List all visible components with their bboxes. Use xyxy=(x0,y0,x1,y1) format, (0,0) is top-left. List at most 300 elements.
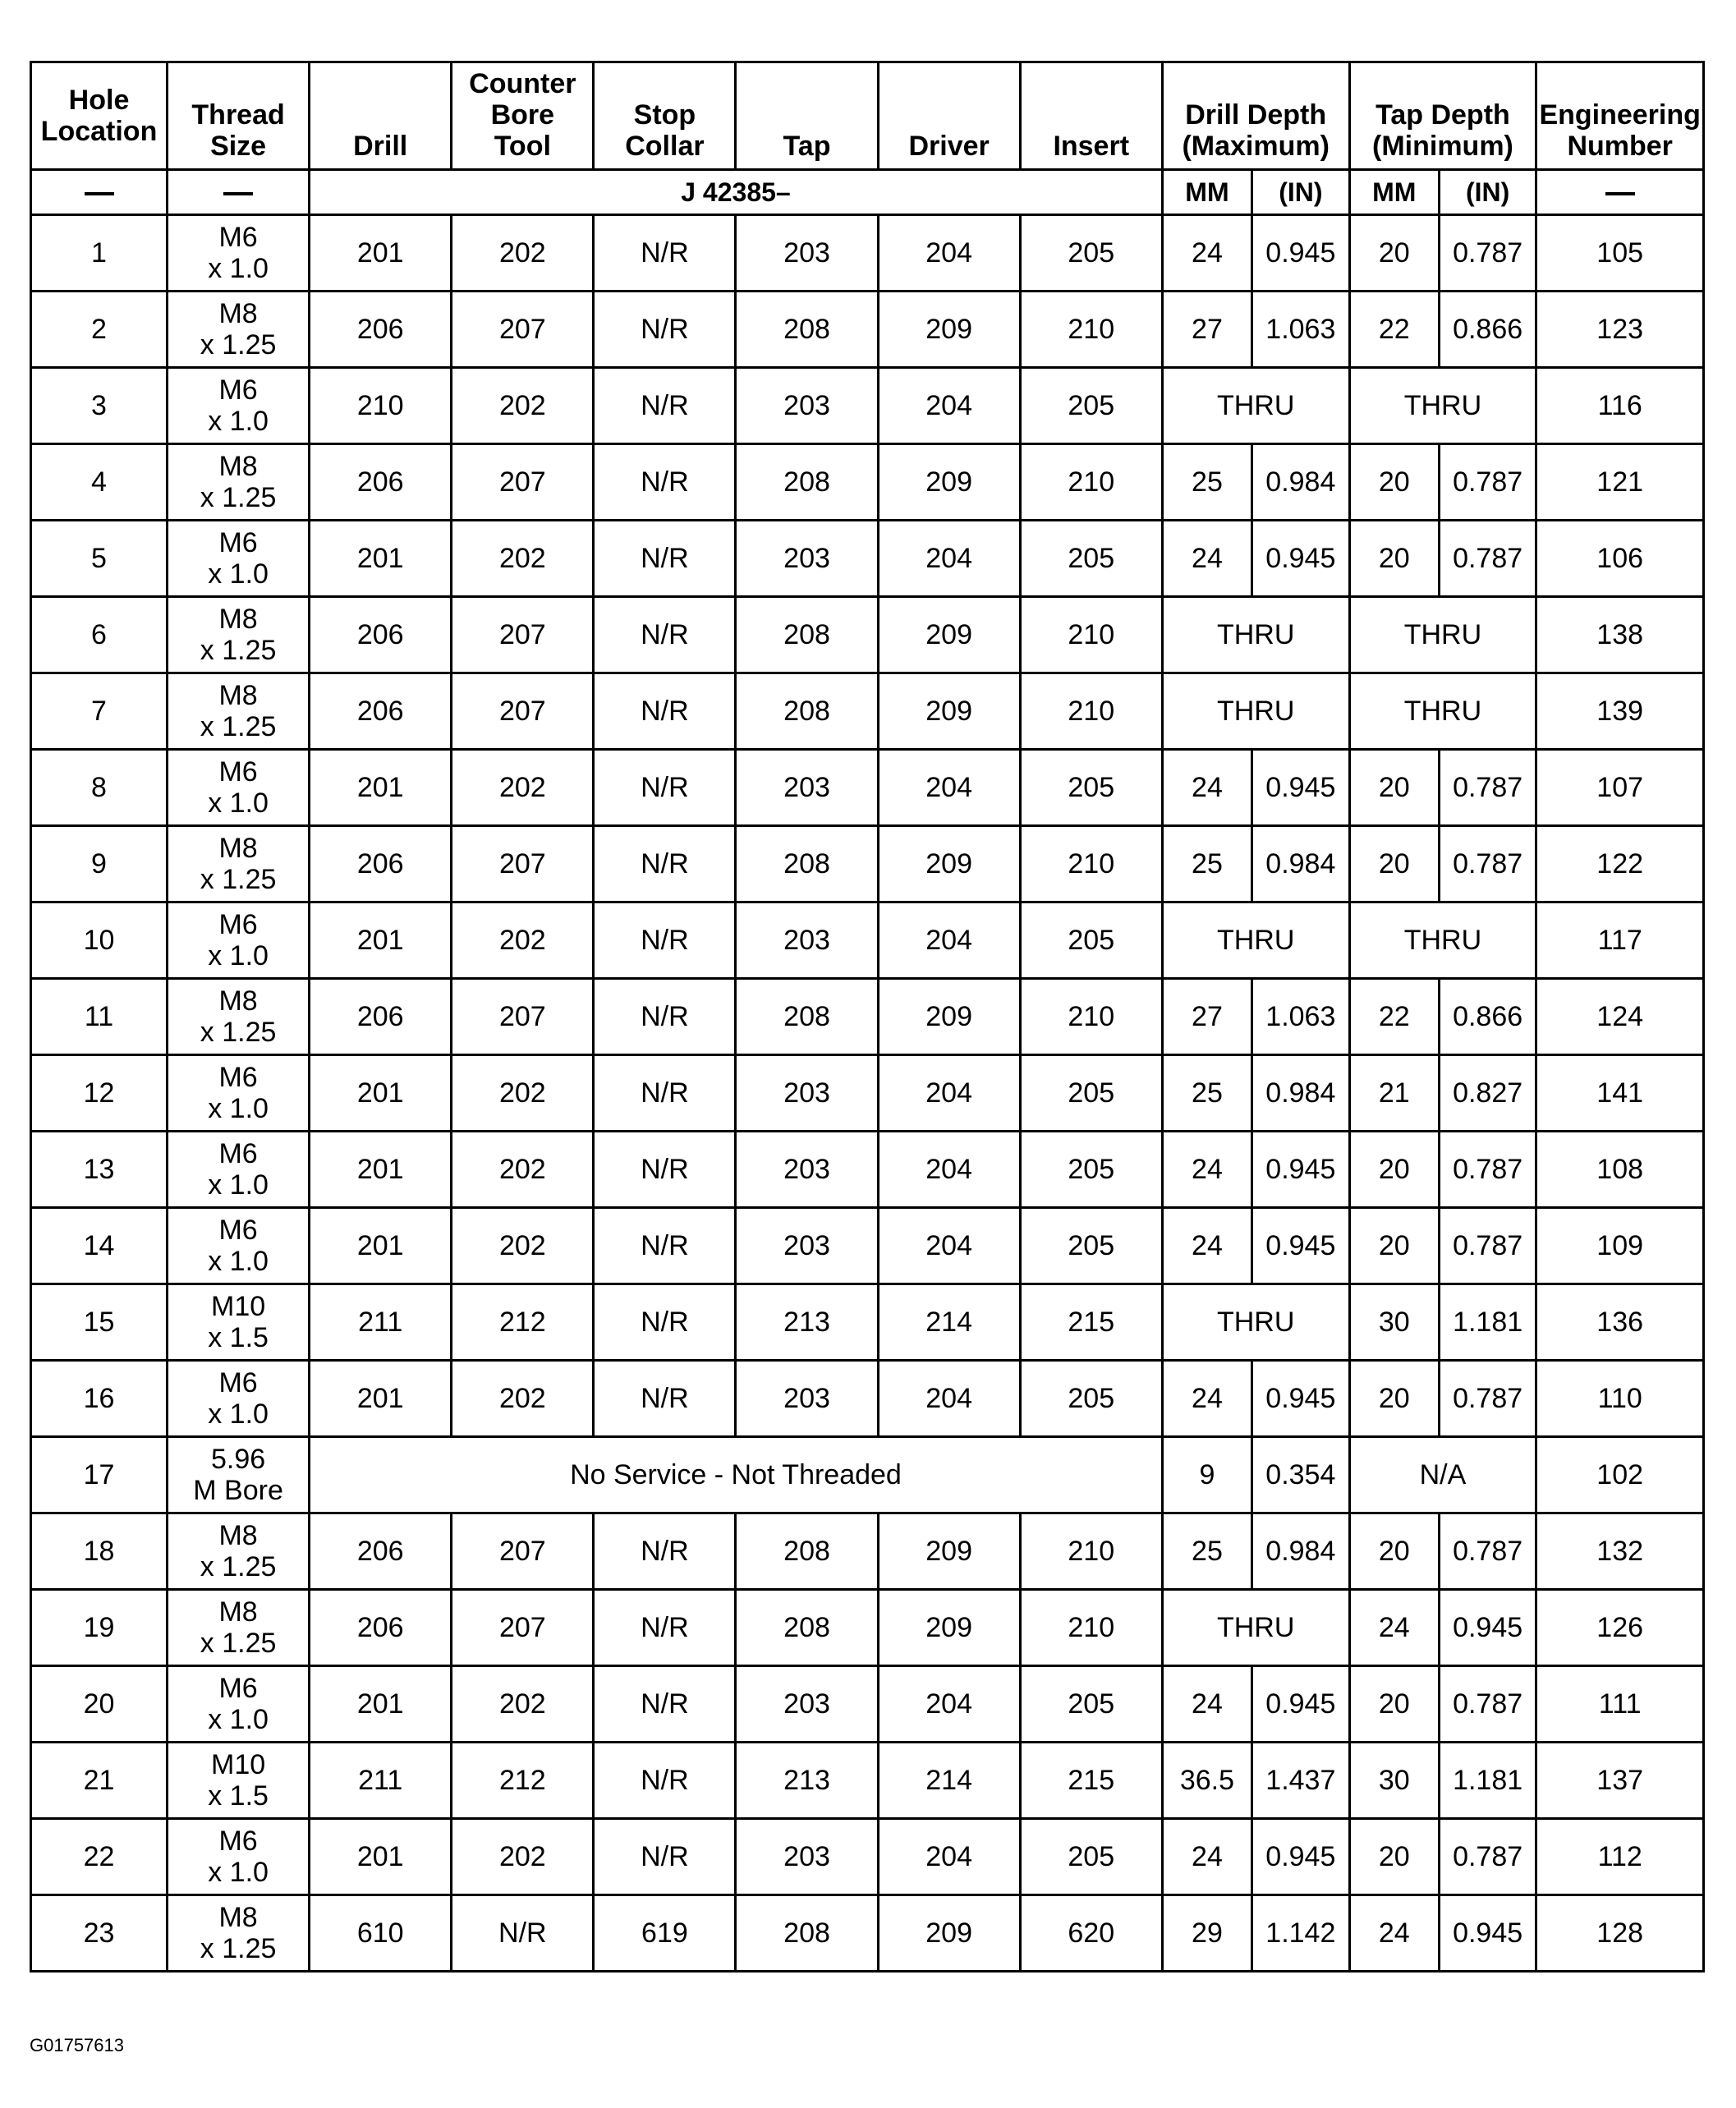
cell-stop-collar: N/R xyxy=(594,1361,736,1437)
cell-thread-size: M6 x 1.0 xyxy=(168,1819,310,1895)
cell-stop-collar: N/R xyxy=(594,826,736,902)
hole-repair-tool-table xyxy=(30,61,1705,1973)
cell-drill: 206 xyxy=(310,826,452,902)
subheader-drill-in: (IN) xyxy=(1252,170,1349,215)
cell-tap-depth-mm: 30 xyxy=(1349,1284,1439,1361)
table-row xyxy=(31,1895,1704,1972)
cell-tap: 208 xyxy=(736,1895,878,1972)
cell-driver: 204 xyxy=(878,1208,1020,1284)
table-body xyxy=(31,215,1704,1972)
subheader-tool-prefix: J 42385– xyxy=(310,170,1163,215)
cell-engineering-number: 109 xyxy=(1536,1208,1704,1284)
table-row xyxy=(31,826,1704,902)
cell-driver: 214 xyxy=(878,1743,1020,1819)
cell-engineering-number: 122 xyxy=(1536,826,1704,902)
cell-drill: 201 xyxy=(310,1666,452,1743)
cell-drill-depth: THRU xyxy=(1162,673,1349,750)
cell-tap-depth-mm: 20 xyxy=(1349,521,1439,597)
cell-engineering-number: 139 xyxy=(1536,673,1704,750)
cell-counter-bore-tool: 207 xyxy=(452,597,594,673)
cell-drill-depth-mm: 27 xyxy=(1162,292,1251,368)
cell-drill-depth-mm: 25 xyxy=(1162,1055,1251,1132)
cell-tap-depth-mm: 20 xyxy=(1349,215,1439,292)
cell-hole-location: 7 xyxy=(31,673,168,750)
subheader-dash xyxy=(1536,170,1704,215)
cell-stop-collar: N/R xyxy=(594,1666,736,1743)
cell-engineering-number: 123 xyxy=(1536,292,1704,368)
cell-counter-bore-tool: 207 xyxy=(452,292,594,368)
cell-insert: 205 xyxy=(1020,1361,1162,1437)
cell-tap-depth-mm: 24 xyxy=(1349,1590,1439,1666)
cell-insert: 210 xyxy=(1020,1590,1162,1666)
cell-hole-location: 1 xyxy=(31,215,168,292)
cell-tap: 203 xyxy=(736,521,878,597)
dash-mark xyxy=(85,192,114,195)
cell-driver: 204 xyxy=(878,1819,1020,1895)
cell-stop-collar: N/R xyxy=(594,902,736,979)
cell-counter-bore-tool: 212 xyxy=(452,1743,594,1819)
cell-tap-depth-mm: 21 xyxy=(1349,1055,1439,1132)
cell-driver: 209 xyxy=(878,444,1020,521)
cell-drill: 610 xyxy=(310,1895,452,1972)
subheader-tap-mm: MM xyxy=(1349,170,1439,215)
cell-drill-depth: THRU xyxy=(1162,902,1349,979)
cell-drill: 201 xyxy=(310,750,452,826)
cell-thread-size: M6 x 1.0 xyxy=(168,750,310,826)
cell-tap-depth-mm: 20 xyxy=(1349,1208,1439,1284)
cell-drill-depth-in: 0.984 xyxy=(1252,1513,1349,1590)
cell-drill-depth-mm: 24 xyxy=(1162,1819,1251,1895)
cell-drill: 206 xyxy=(310,979,452,1055)
cell-drill-depth-in: 0.984 xyxy=(1252,444,1349,521)
cell-stop-collar: N/R xyxy=(594,597,736,673)
cell-tap-depth-in: 0.787 xyxy=(1439,1666,1536,1743)
table-row xyxy=(31,1284,1704,1361)
cell-thread-size: M8 x 1.25 xyxy=(168,292,310,368)
cell-stop-collar: N/R xyxy=(594,368,736,444)
cell-drill-depth-mm: 24 xyxy=(1162,1666,1251,1743)
cell-drill: 206 xyxy=(310,292,452,368)
cell-drill-depth: THRU xyxy=(1162,1590,1349,1666)
cell-drill-depth-mm: 24 xyxy=(1162,521,1251,597)
cell-driver: 204 xyxy=(878,1055,1020,1132)
cell-tap: 208 xyxy=(736,444,878,521)
header-insert: Insert xyxy=(1020,62,1162,170)
cell-insert: 205 xyxy=(1020,1666,1162,1743)
header-driver: Driver xyxy=(878,62,1020,170)
cell-driver: 204 xyxy=(878,1361,1020,1437)
cell-counter-bore-tool: 212 xyxy=(452,1284,594,1361)
cell-tap: 203 xyxy=(736,368,878,444)
cell-thread-size: 5.96 M Bore xyxy=(168,1437,310,1513)
cell-thread-size: M8 x 1.25 xyxy=(168,979,310,1055)
cell-hole-location: 21 xyxy=(31,1743,168,1819)
cell-drill: 201 xyxy=(310,1819,452,1895)
cell-hole-location: 2 xyxy=(31,292,168,368)
cell-tap-depth-in: 0.787 xyxy=(1439,444,1536,521)
cell-tap-depth-mm: 20 xyxy=(1349,1132,1439,1208)
table-row xyxy=(31,902,1704,979)
cell-thread-size: M8 x 1.25 xyxy=(168,444,310,521)
cell-drill-depth-in: 1.142 xyxy=(1252,1895,1349,1972)
cell-drill: 201 xyxy=(310,902,452,979)
cell-tap-depth-in: 1.181 xyxy=(1439,1743,1536,1819)
cell-drill: 206 xyxy=(310,1513,452,1590)
table-row xyxy=(31,673,1704,750)
cell-tap-depth-in: 0.787 xyxy=(1439,215,1536,292)
cell-tap: 203 xyxy=(736,1132,878,1208)
cell-driver: 204 xyxy=(878,215,1020,292)
cell-counter-bore-tool: 207 xyxy=(452,979,594,1055)
table-row xyxy=(31,750,1704,826)
cell-driver: 214 xyxy=(878,1284,1020,1361)
cell-insert: 205 xyxy=(1020,750,1162,826)
table-row xyxy=(31,368,1704,444)
cell-thread-size: M10 x 1.5 xyxy=(168,1284,310,1361)
subheader-drill-mm: MM xyxy=(1162,170,1251,215)
cell-driver: 209 xyxy=(878,826,1020,902)
cell-tap: 203 xyxy=(736,1055,878,1132)
cell-hole-location: 5 xyxy=(31,521,168,597)
cell-hole-location: 22 xyxy=(31,1819,168,1895)
cell-stop-collar: N/R xyxy=(594,673,736,750)
cell-hole-location: 20 xyxy=(31,1666,168,1743)
cell-drill-depth-in: 0.945 xyxy=(1252,1132,1349,1208)
cell-insert: 205 xyxy=(1020,1132,1162,1208)
dash-mark xyxy=(223,192,253,195)
cell-hole-location: 9 xyxy=(31,826,168,902)
cell-tap: 203 xyxy=(736,1361,878,1437)
cell-tap-depth-in: 0.787 xyxy=(1439,1361,1536,1437)
cell-insert: 210 xyxy=(1020,673,1162,750)
cell-stop-collar: N/R xyxy=(594,215,736,292)
cell-insert: 205 xyxy=(1020,215,1162,292)
cell-drill: 201 xyxy=(310,521,452,597)
cell-thread-size: M6 x 1.0 xyxy=(168,1132,310,1208)
table-row xyxy=(31,1513,1704,1590)
cell-driver: 209 xyxy=(878,1590,1020,1666)
cell-engineering-number: 132 xyxy=(1536,1513,1704,1590)
cell-tap-depth-in: 1.181 xyxy=(1439,1284,1536,1361)
cell-engineering-number: 102 xyxy=(1536,1437,1704,1513)
cell-stop-collar: N/R xyxy=(594,521,736,597)
cell-drill-depth-mm: 25 xyxy=(1162,826,1251,902)
cell-drill-depth-mm: 27 xyxy=(1162,979,1251,1055)
cell-tap: 203 xyxy=(736,902,878,979)
cell-stop-collar: N/R xyxy=(594,1819,736,1895)
cell-engineering-number: 108 xyxy=(1536,1132,1704,1208)
cell-tap-depth-in: 0.945 xyxy=(1439,1590,1536,1666)
cell-driver: 209 xyxy=(878,1895,1020,1972)
cell-driver: 209 xyxy=(878,292,1020,368)
cell-tap-depth-mm: 22 xyxy=(1349,292,1439,368)
cell-tap: 203 xyxy=(736,1208,878,1284)
cell-no-service: No Service - Not Threaded xyxy=(310,1437,1163,1513)
cell-drill: 211 xyxy=(310,1284,452,1361)
cell-tap-depth-mm: 22 xyxy=(1349,979,1439,1055)
cell-stop-collar: N/R xyxy=(594,1284,736,1361)
cell-stop-collar: N/R xyxy=(594,1055,736,1132)
cell-counter-bore-tool: 202 xyxy=(452,1208,594,1284)
cell-counter-bore-tool: 202 xyxy=(452,750,594,826)
cell-counter-bore-tool: 207 xyxy=(452,444,594,521)
cell-tap-depth: N/A xyxy=(1349,1437,1536,1513)
cell-stop-collar: N/R xyxy=(594,1590,736,1666)
cell-drill-depth-mm: 24 xyxy=(1162,1132,1251,1208)
header-hole-location: Hole Location xyxy=(31,62,168,170)
cell-insert: 620 xyxy=(1020,1895,1162,1972)
cell-engineering-number: 116 xyxy=(1536,368,1704,444)
cell-insert: 210 xyxy=(1020,597,1162,673)
cell-insert: 205 xyxy=(1020,521,1162,597)
cell-drill: 206 xyxy=(310,1590,452,1666)
cell-insert: 215 xyxy=(1020,1743,1162,1819)
cell-driver: 204 xyxy=(878,1666,1020,1743)
cell-tap-depth-in: 0.787 xyxy=(1439,1513,1536,1590)
cell-engineering-number: 128 xyxy=(1536,1895,1704,1972)
subheader-tap-in: (IN) xyxy=(1439,170,1536,215)
table-row xyxy=(31,979,1704,1055)
cell-stop-collar: N/R xyxy=(594,1513,736,1590)
cell-hole-location: 10 xyxy=(31,902,168,979)
cell-counter-bore-tool: 207 xyxy=(452,1590,594,1666)
cell-thread-size: M6 x 1.0 xyxy=(168,1208,310,1284)
cell-drill-depth-mm: 24 xyxy=(1162,215,1251,292)
cell-drill: 211 xyxy=(310,1743,452,1819)
cell-hole-location: 6 xyxy=(31,597,168,673)
cell-drill-depth-in: 0.945 xyxy=(1252,1361,1349,1437)
header-engineering-number: Engineering Number xyxy=(1536,62,1704,170)
cell-hole-location: 4 xyxy=(31,444,168,521)
cell-tap-depth-in: 0.787 xyxy=(1439,826,1536,902)
cell-thread-size: M8 x 1.25 xyxy=(168,673,310,750)
cell-drill-depth-mm: 29 xyxy=(1162,1895,1251,1972)
cell-tap-depth-mm: 20 xyxy=(1349,444,1439,521)
cell-drill-depth: THRU xyxy=(1162,1284,1349,1361)
cell-counter-bore-tool: 202 xyxy=(452,1361,594,1437)
cell-driver: 209 xyxy=(878,1513,1020,1590)
table-row xyxy=(31,215,1704,292)
cell-counter-bore-tool: N/R xyxy=(452,1895,594,1972)
cell-engineering-number: 106 xyxy=(1536,521,1704,597)
cell-thread-size: M6 x 1.0 xyxy=(168,368,310,444)
cell-tap-depth: THRU xyxy=(1349,368,1536,444)
cell-tap: 203 xyxy=(736,215,878,292)
cell-tap: 208 xyxy=(736,826,878,902)
cell-drill-depth-mm: 24 xyxy=(1162,1208,1251,1284)
cell-tap: 208 xyxy=(736,673,878,750)
cell-tap-depth-mm: 20 xyxy=(1349,1819,1439,1895)
cell-counter-bore-tool: 202 xyxy=(452,521,594,597)
cell-counter-bore-tool: 202 xyxy=(452,1819,594,1895)
cell-hole-location: 14 xyxy=(31,1208,168,1284)
cell-counter-bore-tool: 207 xyxy=(452,826,594,902)
figure-id: G01757613 xyxy=(30,2035,124,2055)
cell-drill-depth-in: 0.945 xyxy=(1252,215,1349,292)
cell-drill: 201 xyxy=(310,1055,452,1132)
cell-tap-depth-in: 0.787 xyxy=(1439,750,1536,826)
cell-insert: 205 xyxy=(1020,1208,1162,1284)
cell-hole-location: 3 xyxy=(31,368,168,444)
cell-insert: 205 xyxy=(1020,1819,1162,1895)
cell-engineering-number: 137 xyxy=(1536,1743,1704,1819)
cell-tap-depth-mm: 20 xyxy=(1349,1666,1439,1743)
cell-engineering-number: 107 xyxy=(1536,750,1704,826)
table-row xyxy=(31,444,1704,521)
cell-engineering-number: 141 xyxy=(1536,1055,1704,1132)
cell-hole-location: 23 xyxy=(31,1895,168,1972)
cell-drill: 206 xyxy=(310,444,452,521)
cell-counter-bore-tool: 202 xyxy=(452,215,594,292)
cell-drill-depth-mm: 25 xyxy=(1162,444,1251,521)
cell-drill-depth-mm: 25 xyxy=(1162,1513,1251,1590)
cell-engineering-number: 110 xyxy=(1536,1361,1704,1437)
cell-tap: 203 xyxy=(736,1666,878,1743)
cell-stop-collar: N/R xyxy=(594,292,736,368)
cell-tap-depth-mm: 20 xyxy=(1349,1361,1439,1437)
cell-drill-depth-in: 1.437 xyxy=(1252,1743,1349,1819)
cell-thread-size: M6 x 1.0 xyxy=(168,1666,310,1743)
table-row xyxy=(31,1208,1704,1284)
cell-driver: 209 xyxy=(878,597,1020,673)
cell-engineering-number: 117 xyxy=(1536,902,1704,979)
cell-hole-location: 17 xyxy=(31,1437,168,1513)
cell-drill-depth-in: 0.945 xyxy=(1252,1819,1349,1895)
table-row xyxy=(31,1437,1704,1513)
cell-tap: 213 xyxy=(736,1284,878,1361)
cell-driver: 204 xyxy=(878,902,1020,979)
cell-counter-bore-tool: 202 xyxy=(452,1666,594,1743)
table-row xyxy=(31,597,1704,673)
cell-tap: 208 xyxy=(736,1513,878,1590)
cell-tap-depth-in: 0.787 xyxy=(1439,1132,1536,1208)
cell-tap: 208 xyxy=(736,1590,878,1666)
cell-insert: 210 xyxy=(1020,979,1162,1055)
cell-drill-depth: THRU xyxy=(1162,597,1349,673)
cell-tap: 208 xyxy=(736,292,878,368)
cell-drill-depth-in: 0.984 xyxy=(1252,1055,1349,1132)
cell-tap-depth-mm: 24 xyxy=(1349,1895,1439,1972)
cell-tap-depth-in: 0.787 xyxy=(1439,1819,1536,1895)
cell-engineering-number: 136 xyxy=(1536,1284,1704,1361)
cell-tap-depth-in: 0.827 xyxy=(1439,1055,1536,1132)
cell-thread-size: M6 x 1.0 xyxy=(168,1361,310,1437)
cell-stop-collar: N/R xyxy=(594,1208,736,1284)
cell-insert: 210 xyxy=(1020,1513,1162,1590)
cell-thread-size: M6 x 1.0 xyxy=(168,521,310,597)
cell-tap-depth-mm: 20 xyxy=(1349,826,1439,902)
cell-driver: 209 xyxy=(878,979,1020,1055)
cell-engineering-number: 105 xyxy=(1536,215,1704,292)
cell-counter-bore-tool: 202 xyxy=(452,368,594,444)
header-thread-size: Thread Size xyxy=(168,62,310,170)
cell-drill-depth-mm: 24 xyxy=(1162,750,1251,826)
cell-hole-location: 18 xyxy=(31,1513,168,1590)
cell-engineering-number: 121 xyxy=(1536,444,1704,521)
cell-hole-location: 8 xyxy=(31,750,168,826)
cell-tap: 203 xyxy=(736,1819,878,1895)
cell-tap: 208 xyxy=(736,597,878,673)
table-row xyxy=(31,1743,1704,1819)
cell-tap: 203 xyxy=(736,750,878,826)
cell-tap-depth-in: 0.945 xyxy=(1439,1895,1536,1972)
cell-drill-depth: THRU xyxy=(1162,368,1349,444)
cell-thread-size: M10 x 1.5 xyxy=(168,1743,310,1819)
cell-thread-size: M6 x 1.0 xyxy=(168,1055,310,1132)
cell-hole-location: 12 xyxy=(31,1055,168,1132)
subheader-dash xyxy=(168,170,310,215)
cell-driver: 209 xyxy=(878,673,1020,750)
cell-counter-bore-tool: 202 xyxy=(452,902,594,979)
cell-counter-bore-tool: 202 xyxy=(452,1132,594,1208)
table-row xyxy=(31,1055,1704,1132)
cell-thread-size: M6 x 1.0 xyxy=(168,902,310,979)
header-row xyxy=(31,62,1704,170)
cell-tap-depth-in: 0.866 xyxy=(1439,979,1536,1055)
cell-engineering-number: 126 xyxy=(1536,1590,1704,1666)
cell-tap-depth: THRU xyxy=(1349,673,1536,750)
cell-drill-depth-in: 1.063 xyxy=(1252,979,1349,1055)
header-stop-collar: Stop Collar xyxy=(594,62,736,170)
table-row xyxy=(31,1361,1704,1437)
cell-drill-depth-in: 0.945 xyxy=(1252,521,1349,597)
cell-insert: 210 xyxy=(1020,292,1162,368)
subheader-dash xyxy=(31,170,168,215)
cell-drill-depth-in: 0.354 xyxy=(1252,1437,1349,1513)
cell-hole-location: 11 xyxy=(31,979,168,1055)
cell-stop-collar: 619 xyxy=(594,1895,736,1972)
dash-mark xyxy=(1605,192,1635,195)
cell-thread-size: M8 x 1.25 xyxy=(168,826,310,902)
cell-stop-collar: N/R xyxy=(594,444,736,521)
cell-hole-location: 15 xyxy=(31,1284,168,1361)
cell-tap: 213 xyxy=(736,1743,878,1819)
cell-drill-depth-mm: 24 xyxy=(1162,1361,1251,1437)
cell-insert: 205 xyxy=(1020,368,1162,444)
cell-counter-bore-tool: 207 xyxy=(452,1513,594,1590)
cell-drill-depth-in: 1.063 xyxy=(1252,292,1349,368)
header-tap: Tap xyxy=(736,62,878,170)
table-row xyxy=(31,521,1704,597)
cell-driver: 204 xyxy=(878,521,1020,597)
table-row xyxy=(31,1590,1704,1666)
cell-drill-depth-mm: 9 xyxy=(1162,1437,1251,1513)
cell-tap: 208 xyxy=(736,979,878,1055)
cell-insert: 210 xyxy=(1020,444,1162,521)
cell-tap-depth-mm: 30 xyxy=(1349,1743,1439,1819)
cell-engineering-number: 124 xyxy=(1536,979,1704,1055)
cell-stop-collar: N/R xyxy=(594,1132,736,1208)
cell-thread-size: M8 x 1.25 xyxy=(168,1513,310,1590)
header-drill-depth: Drill Depth (Maximum) xyxy=(1162,62,1349,170)
table-row xyxy=(31,292,1704,368)
cell-insert: 205 xyxy=(1020,902,1162,979)
header-drill: Drill xyxy=(310,62,452,170)
cell-hole-location: 16 xyxy=(31,1361,168,1437)
cell-counter-bore-tool: 202 xyxy=(452,1055,594,1132)
cell-counter-bore-tool: 207 xyxy=(452,673,594,750)
cell-tap-depth-mm: 20 xyxy=(1349,1513,1439,1590)
table-row xyxy=(31,1666,1704,1743)
cell-drill: 201 xyxy=(310,1208,452,1284)
cell-drill: 201 xyxy=(310,215,452,292)
cell-stop-collar: N/R xyxy=(594,1743,736,1819)
cell-drill: 201 xyxy=(310,1361,452,1437)
cell-drill-depth-mm: 36.5 xyxy=(1162,1743,1251,1819)
cell-stop-collar: N/R xyxy=(594,979,736,1055)
cell-driver: 204 xyxy=(878,750,1020,826)
cell-thread-size: M6 x 1.0 xyxy=(168,215,310,292)
